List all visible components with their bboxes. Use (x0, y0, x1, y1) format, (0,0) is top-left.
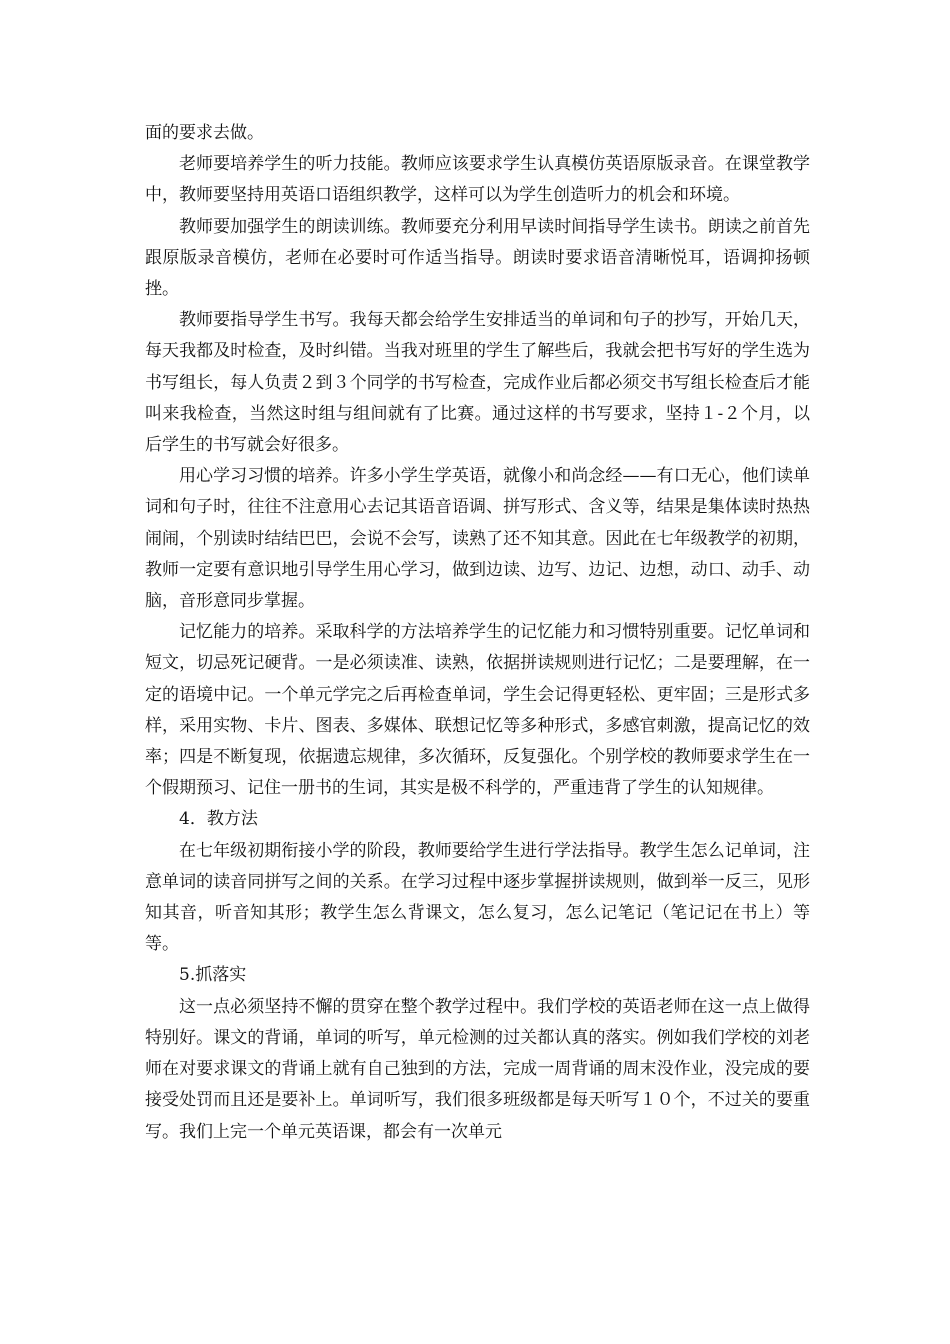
paragraph-listening-skills: 老师要培养学生的听力技能。教师应该要求学生认真模仿英语原版录音。在课堂教学中，教师要坚持用英语口语组织教学，这样可以为学生创造听力的机会和环境。 (145, 154, 810, 206)
paragraph-implementation: 这一点必须坚持不懈的贯穿在整个教学过程中。我们学校的英语老师在这一点上做得特别好。课文的背诵，单词的听写，单元检测的过关都认真的落实。例如我们学校的刘老师在对要求课文的背诵上就有自己独到的方法，完成一周背诵的周末没作业，没完成的要接受处罚而且还是要补上。单词听写，我们很多班级都是每天听写１０个，不过关的要重写。我们上完一个单元英语课，都会有一次单元 (145, 996, 810, 1142)
paragraph-reading-training: 教师要加强学生的朗读训练。教师要充分利用早读时间指导学生读书。朗读之前首先跟原版录音模仿，老师在必要时可作适当指导。朗读时要求语音清晰悦耳，语调抑扬顿挫。 (145, 216, 810, 300)
paragraph-memory-ability: 记忆能力的培养。采取科学的方法培养学生的记忆能力和习惯特别重要。记忆单词和短文，切忌死记硬背。一是必须读准、读熟，依据拼读规则进行记忆；二是要理解，在一定的语境中记。一个单元学完之后再检查单词，学生会记得更轻松、更牢固；三是形式多样，采用实物、卡片、图表、多媒体、联想记忆等多种形式，多感官刺激，提高记忆的效率；四是不断复现，依据遗忘规律，多次循环，反复强化。个别学校的教师要求学生在一个假期预习、记住一册书的生词，其实是极不科学的，严重违背了学生的认知规律。 (145, 622, 810, 799)
section-heading-implementation: 5.抓落实 (179, 965, 247, 986)
paragraph-continuation: 面的要求去做。 (145, 123, 264, 143)
document-body (145, 118, 810, 1148)
paragraph-teaching-methods: 在七年级初期衔接小学的阶段，教师要给学生进行学法指导。教学生怎么记单词，注意单词的读音同拼写之间的关系。在学习过程中逐步掌握拼读规则，做到举一反三，见形知其音，听音知其形；教学生怎么背课文，怎么复习，怎么记笔记（笔记记在书上）等等。 (145, 840, 810, 955)
paragraph-writing-guidance: 教师要指导学生书写。我每天都会给学生安排适当的单词和句子的抄写，开始几天，每天我都及时检查，及时纠错。当我对班里的学生了解些后，我就会把书写好的学生选为书写组长，每人负责２到３个同学的书写检查，完成作业后都必须交书写组长检查后才能叫来我检查，当然这时组与组间就有了比赛。通过这样的书写要求，坚持１-２个月，以后学生的书写就会好很多。 (145, 310, 810, 456)
section-heading-teaching-methods: 4．教方法 (179, 809, 258, 830)
paragraph-study-habits: 用心学习习惯的培养。许多小学生学英语，就像小和尚念经——有口无心，他们读单词和句子时，往往不注意用心去记其语音语调、拼写形式、含义等，结果是集体读时热热闹闹，个别读时结结巴巴，会说不会写，读熟了还不知其意。因此在七年级教学的初期，教师一定要有意识地引导学生用心学习，做到边读、边写、边记、边想，动口、动手、动脑，音形意同步掌握。 (145, 466, 810, 612)
